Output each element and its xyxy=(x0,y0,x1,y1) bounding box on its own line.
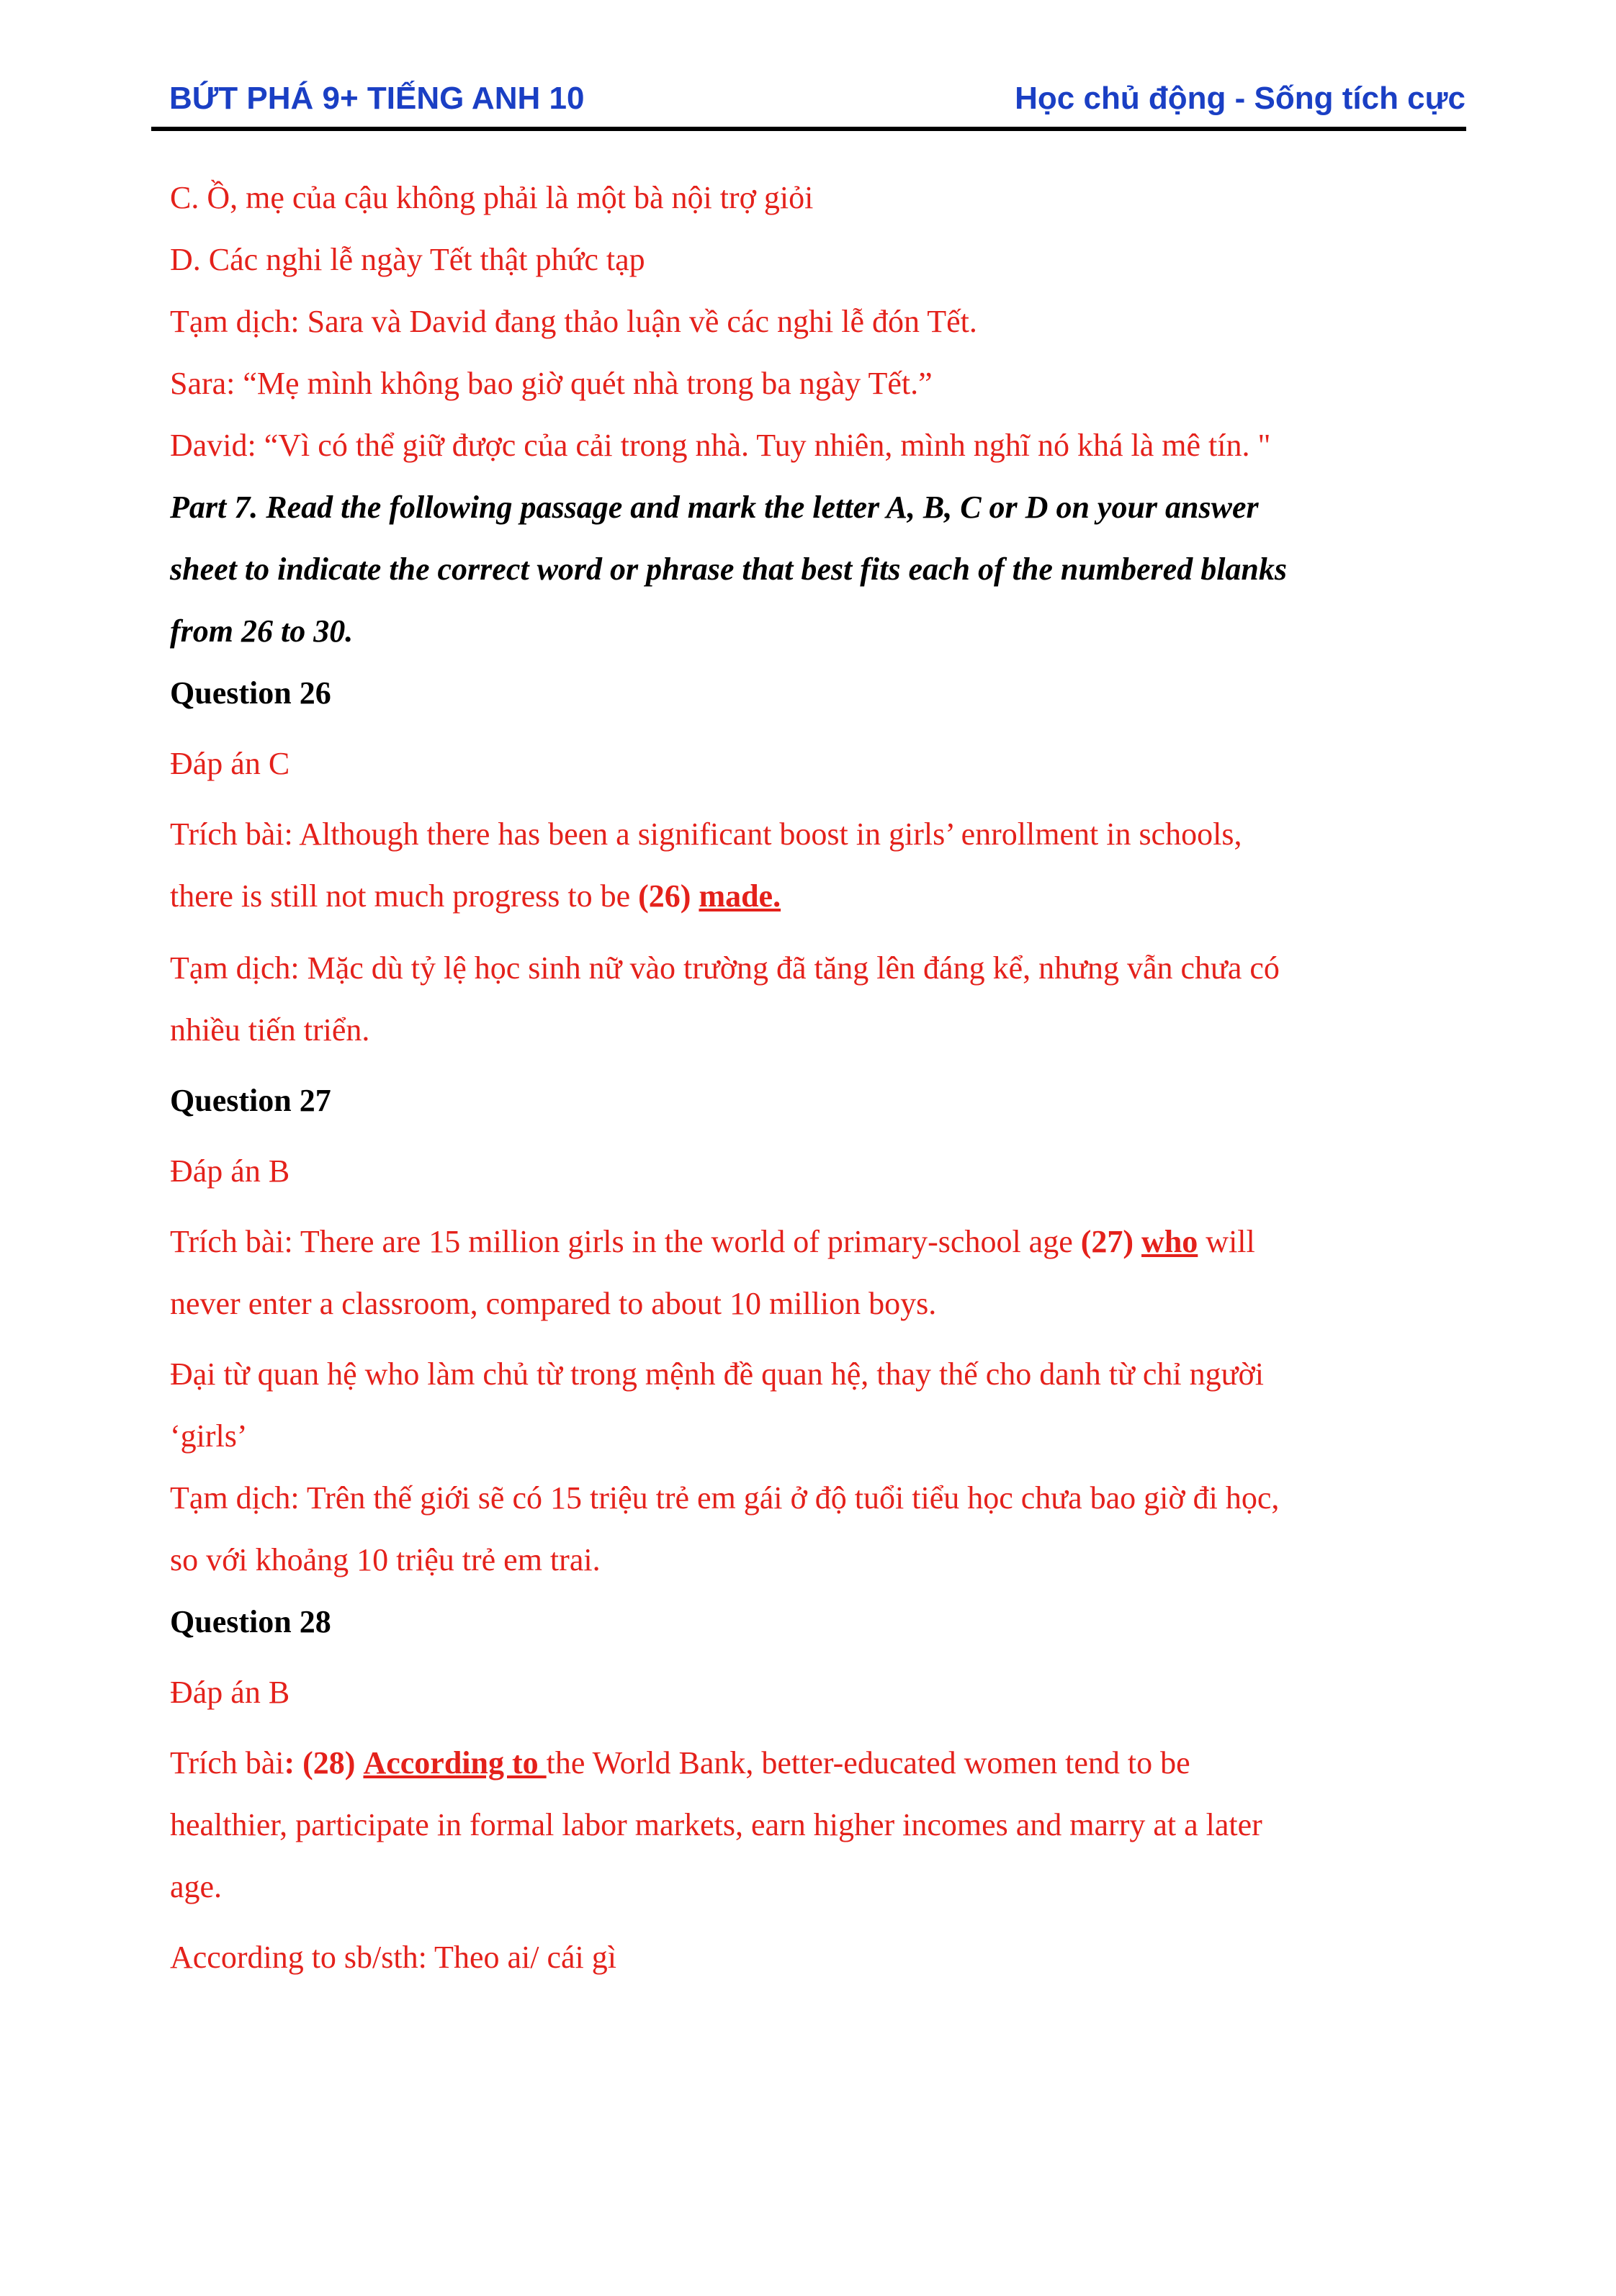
excerpt-text: there is still not much progress to be xyxy=(170,878,639,914)
question-28-excerpt-line-3: age. xyxy=(170,1869,223,1904)
excerpt-text: Trích bài: There are 15 million girls in the world of primary-school age xyxy=(170,1224,1081,1259)
question-26-excerpt-line-2 xyxy=(170,865,1452,927)
option-c-translation: C. Ồ, mẹ của cậu không phải là một bà nội trợ giỏi xyxy=(170,180,814,215)
excerpt-text: will xyxy=(1198,1224,1255,1259)
page-header xyxy=(169,81,1465,125)
header-slogan: Học chủ động - Sống tích cực xyxy=(1015,81,1465,116)
question-27-note-line-2: ‘girls’ xyxy=(170,1418,248,1454)
answer-keyword: who xyxy=(1141,1224,1198,1259)
question-26-answer: Đáp án C xyxy=(170,746,290,781)
context-translation: Tạm dịch: Sara và David đang thảo luận về các nghi lễ đón Tết. xyxy=(170,304,977,339)
header-title: BỨT PHÁ 9+ TIẾNG ANH 10 xyxy=(169,81,585,116)
blank-number: (26) xyxy=(638,878,691,914)
excerpt-text: the World Bank, better-educated women tend to be xyxy=(546,1745,1190,1780)
question-28-title: Question 28 xyxy=(170,1604,331,1639)
question-26-translation-line-1: Tạm dịch: Mặc dù tỷ lệ học sinh nữ vào trường đã tăng lên đáng kể, nhưng vẫn chưa có xyxy=(170,950,1280,986)
header-divider xyxy=(151,127,1466,131)
question-27-excerpt-line-2: never enter a classroom, compared to about 10 million boys. xyxy=(170,1286,937,1321)
part7-instruction-line-3: from 26 to 30. xyxy=(170,613,354,649)
david-line: David: “Vì có thể giữ được của cải trong nhà. Tuy nhiên, mình nghĩ nó khá là mê tín. " xyxy=(170,428,1271,463)
question-28-answer: Đáp án B xyxy=(170,1675,290,1710)
excerpt-label: Trích bài xyxy=(170,1745,284,1780)
answer-keyword: According to xyxy=(363,1745,547,1780)
question-26-title: Question 26 xyxy=(170,675,331,711)
part7-instruction-line-2: sheet to indicate the correct word or phrase that best fits each of the numbered blanks xyxy=(170,552,1288,587)
document-body xyxy=(170,167,1452,1989)
question-28-excerpt-line-2: healthier, participate in formal labor markets, earn higher incomes and marry at a later xyxy=(170,1807,1262,1842)
option-d-translation: D. Các nghi lễ ngày Tết thật phức tạp xyxy=(170,242,645,277)
question-27-translation-line-2: so với khoảng 10 triệu trẻ em trai. xyxy=(170,1542,601,1577)
part7-instruction-line-1: Part 7. Read the following passage and mark the letter A, B, C or D on your answer xyxy=(170,490,1259,525)
question-27-title: Question 27 xyxy=(170,1083,331,1118)
question-28-note: According to sb/sth: Theo ai/ cái gì xyxy=(170,1940,616,1975)
question-26-translation-line-2: nhiều tiến triển. xyxy=(170,1012,370,1048)
question-27-answer: Đáp án B xyxy=(170,1153,290,1189)
blank-number: (28) xyxy=(302,1745,356,1780)
question-28-excerpt-line-1 xyxy=(170,1732,1452,1794)
question-27-excerpt-line-1 xyxy=(170,1211,1452,1273)
sara-line: Sara: “Mẹ mình không bao giờ quét nhà trong ba ngày Tết.” xyxy=(170,366,933,401)
question-27-translation-line-1: Tạm dịch: Trên thế giới sẽ có 15 triệu trẻ em gái ở độ tuổi tiểu học chưa bao giờ đi học, xyxy=(170,1480,1280,1516)
question-27-note-line-1: Đại từ quan hệ who làm chủ từ trong mệnh đề quan hệ, thay thế cho danh từ chỉ người xyxy=(170,1356,1264,1392)
excerpt-colon: : xyxy=(284,1745,303,1780)
question-26-excerpt-line-1: Trích bài: Although there has been a significant boost in girls’ enrollment in schools, xyxy=(170,816,1242,852)
blank-number: (27) xyxy=(1080,1224,1134,1259)
answer-keyword: made. xyxy=(699,878,781,914)
